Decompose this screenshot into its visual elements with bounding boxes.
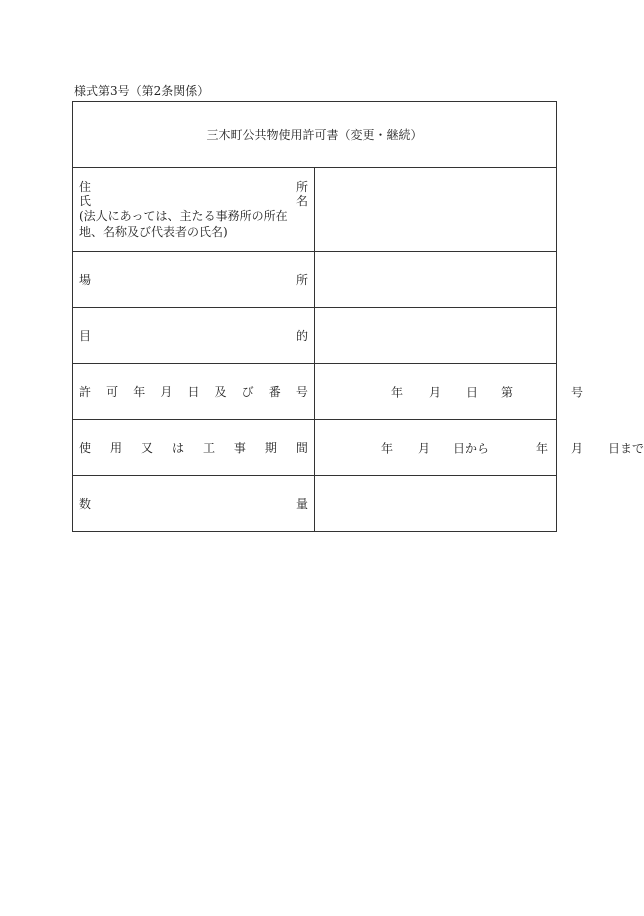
permit-go: 号 [571, 385, 584, 399]
place-label: 場 所 [73, 252, 315, 308]
period-end-year: 年 [536, 441, 549, 455]
period-start-month: 月 [418, 441, 431, 455]
form-number: 様式第3号（第2条関係） [74, 84, 210, 98]
label-jusho: 住 所 [79, 179, 308, 194]
permit-year: 年 [391, 385, 404, 399]
place-row [73, 252, 557, 308]
place-value[interactable] [315, 252, 557, 308]
purpose-label: 目 的 [73, 308, 315, 364]
permit-row [73, 364, 557, 420]
label-shimei: 氏 名 [79, 193, 308, 208]
address-label-cell [73, 168, 315, 252]
permit-dai: 第 [501, 385, 514, 399]
period-start-year: 年 [381, 441, 394, 455]
permit-month: 月 [429, 385, 442, 399]
quantity-row [73, 476, 557, 532]
permit-label: 許 可 年 月 日 及 び 番 号 [73, 364, 315, 420]
purpose-value[interactable] [315, 308, 557, 364]
address-value[interactable] [315, 168, 557, 252]
period-end-month: 月 [571, 441, 584, 455]
address-note: (法人にあっては、主たる事務所の所在地、名称及び代表者の氏名) [79, 208, 288, 239]
permit-value[interactable] [315, 364, 584, 420]
period-label: 使 用 又 は 工 事 期 間 [73, 420, 315, 476]
form-title: 三木町公共物使用許可書（変更・継続） [73, 102, 557, 168]
period-value[interactable] [315, 420, 644, 476]
quantity-value[interactable] [315, 476, 557, 532]
title-row [73, 102, 557, 168]
period-end-day: 日まで [608, 441, 644, 455]
period-row [73, 420, 557, 476]
address-row [73, 168, 557, 252]
permit-form-table [72, 101, 644, 532]
period-start-day: 日から [453, 441, 490, 455]
permit-day: 日 [466, 385, 479, 399]
purpose-row [73, 308, 557, 364]
quantity-label: 数 量 [73, 476, 315, 532]
